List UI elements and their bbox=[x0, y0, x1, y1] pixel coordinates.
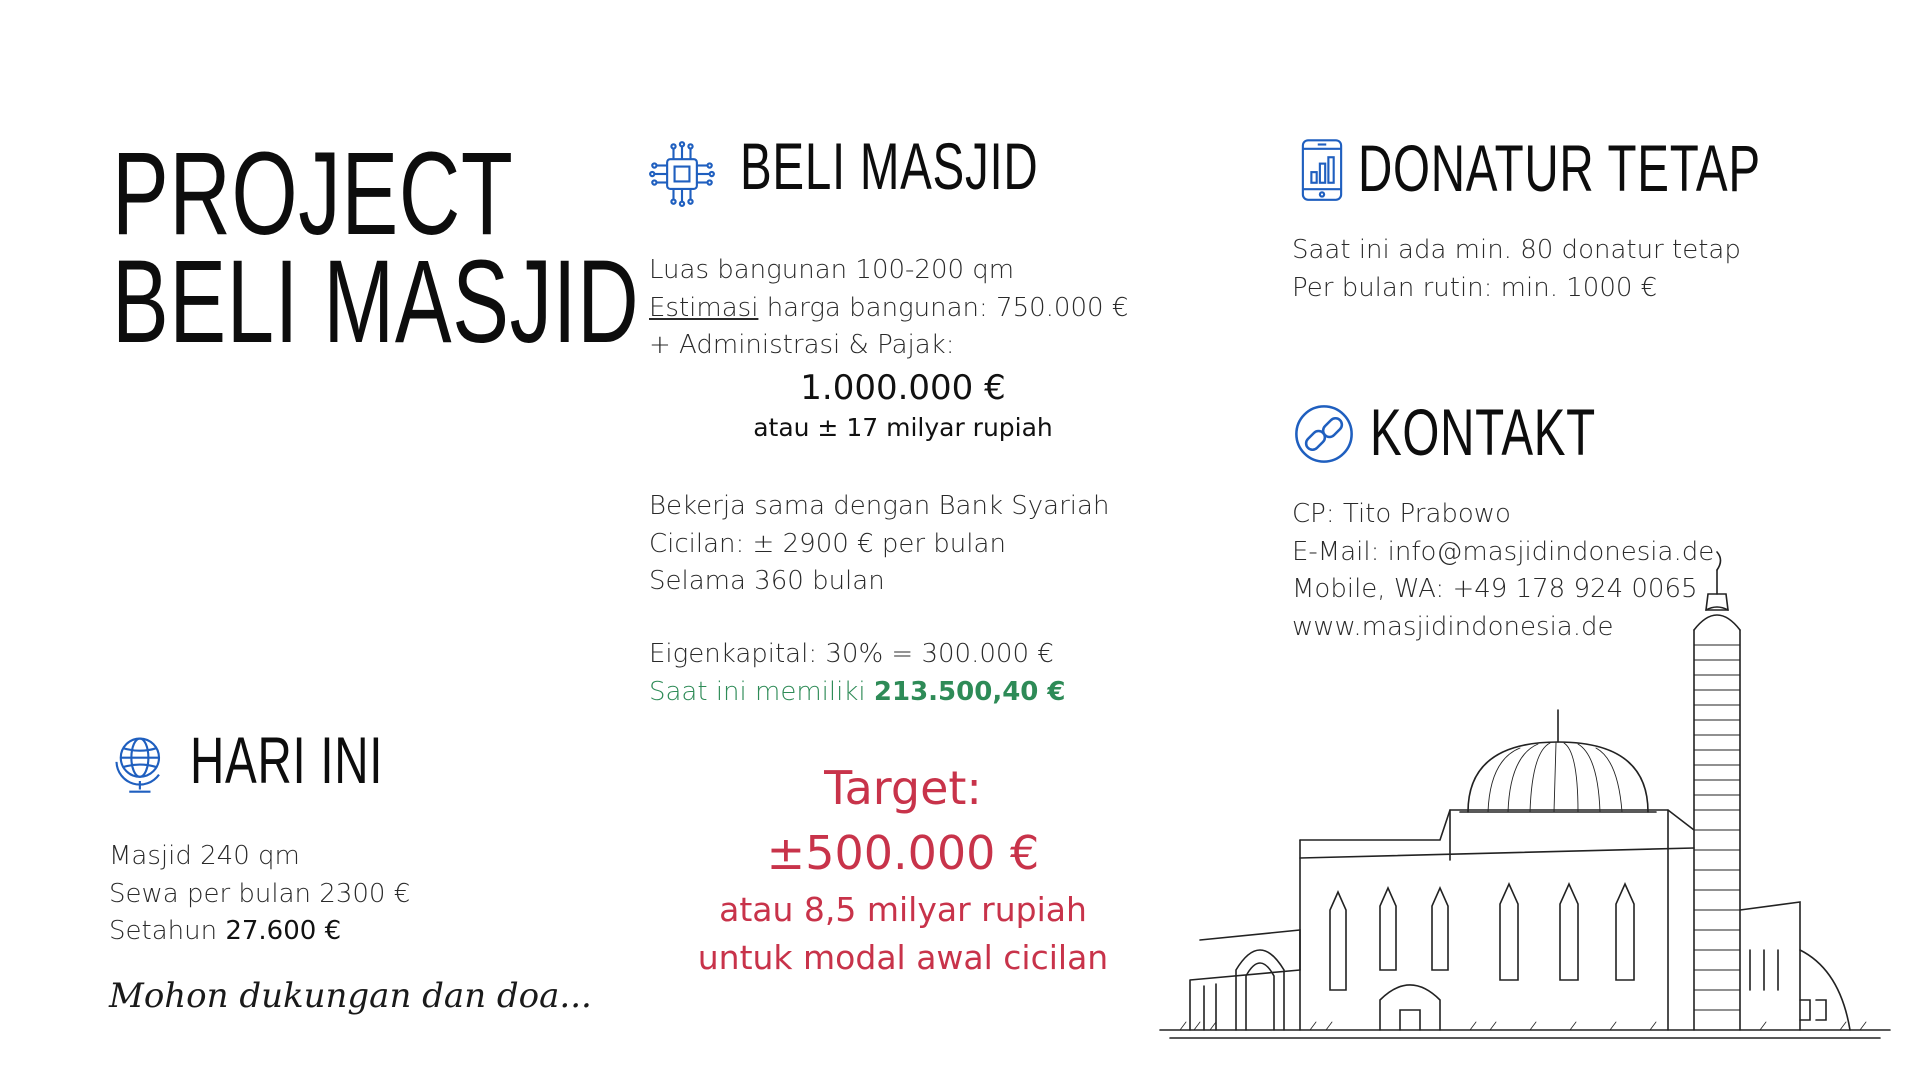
target-note: untuk modal awal cicilan bbox=[697, 938, 1109, 977]
saat-ini-line bbox=[649, 674, 1066, 712]
closing-prayer: Mohon dukungan dan doa... bbox=[109, 976, 592, 1016]
donatur-icon-wrap bbox=[1288, 136, 1356, 208]
project-title bbox=[112, 128, 640, 368]
admin-line: + Administrasi & Pajak: bbox=[649, 330, 955, 360]
kapital-block bbox=[649, 636, 1066, 711]
estimasi-line bbox=[649, 290, 1128, 328]
estimasi-word: Estimasi bbox=[649, 292, 759, 323]
total-rupiah: atau ± 17 milyar rupiah bbox=[753, 413, 1053, 442]
mosque-sketch-illustration bbox=[1150, 530, 1900, 1040]
hari-ini-heading: HARI INI bbox=[190, 723, 384, 797]
setahun-value: 27.600 € bbox=[225, 916, 342, 946]
hari-ini-icon-wrap bbox=[108, 730, 176, 802]
kontakt-email[interactable]: E-Mail: info@masjidindonesia.de bbox=[1292, 536, 1715, 567]
link-icon bbox=[1290, 400, 1358, 468]
beli-masjid-heading: BELI MASJID bbox=[740, 129, 1039, 203]
luas-line: Luas bangunan 100-200 qm bbox=[649, 255, 1015, 285]
saat-ini-value: 213.500,40 € bbox=[873, 676, 1066, 707]
estimasi-rest: harga bangunan: 750.000 € bbox=[766, 292, 1129, 323]
kontakt-website[interactable]: www.masjidindonesia.de bbox=[1292, 611, 1614, 642]
bank-block bbox=[649, 488, 1109, 601]
donatur-heading: DONATUR TETAP bbox=[1358, 131, 1761, 205]
setahun-label: Setahun bbox=[109, 916, 218, 946]
saat-ini-label: Saat ini memiliki bbox=[649, 676, 866, 707]
kontakt-cp: CP: Tito Prabowo bbox=[1292, 499, 1511, 529]
kontakt-icon-wrap bbox=[1290, 400, 1358, 472]
total-value: 1.000.000 € bbox=[800, 368, 1006, 408]
target-rupiah: atau 8,5 milyar rupiah bbox=[719, 890, 1087, 929]
cicilan-line: Cicilan: ± 2900 € per bulan bbox=[649, 528, 1006, 559]
target-value: ±500.000 € bbox=[766, 826, 1040, 880]
hari-ini-line-3 bbox=[109, 913, 410, 951]
chip-icon bbox=[648, 140, 716, 208]
project-title-line1: PROJECT bbox=[112, 128, 514, 260]
project-title-line2: BELI MASJID bbox=[112, 236, 640, 368]
hari-ini-line-1: Masjid 240 qm bbox=[109, 841, 300, 871]
beli-masjid-icon-wrap bbox=[648, 140, 716, 212]
target-label: Target: bbox=[824, 761, 982, 815]
beli-masjid-body bbox=[649, 252, 1128, 365]
selama-line: Selama 360 bulan bbox=[649, 566, 885, 596]
hari-ini-body bbox=[109, 838, 410, 951]
donatur-line-2: Per bulan rutin: min. 1000 € bbox=[1292, 272, 1658, 303]
donatur-body bbox=[1292, 232, 1741, 307]
kontakt-mobile: Mobile, WA: +49 178 924 0065 bbox=[1292, 574, 1698, 604]
bank-line: Bekerja sama dengan Bank Syariah bbox=[649, 491, 1110, 521]
donatur-line-1: Saat ini ada min. 80 donatur tetap bbox=[1292, 235, 1741, 265]
total-block bbox=[649, 366, 1157, 446]
eigenkapital-line: Eigenkapital: 30% = 300.000 € bbox=[649, 639, 1054, 669]
target-block bbox=[649, 756, 1157, 982]
kontakt-heading: KONTAKT bbox=[1370, 395, 1596, 469]
hari-ini-line-2: Sewa per bulan 2300 € bbox=[109, 878, 411, 909]
globe-icon bbox=[108, 730, 176, 798]
mobile-chart-icon bbox=[1288, 136, 1356, 204]
